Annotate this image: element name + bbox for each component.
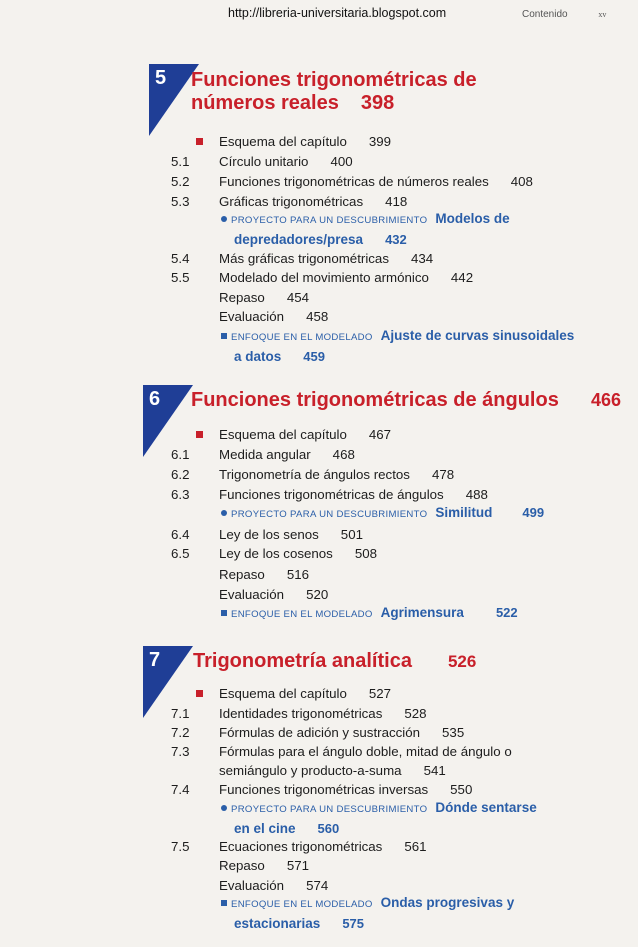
section-title: Contenido — [522, 9, 568, 20]
modeling-focus[interactable]: ENFOQUE EN EL MODELADO Ondas progresivas y estacionarias 575 — [221, 893, 514, 933]
blue-dot-bullet-icon — [221, 216, 227, 222]
discovery-project[interactable]: PROYECTO PARA UN DESCUBRIMIENTO Dónde sentarse en el cine 560 — [221, 798, 537, 838]
chapter-title[interactable]: Trigonometría analítica 526 — [193, 650, 477, 672]
chapter-number: 5 — [155, 67, 167, 89]
header-url[interactable]: http://libreria-universitaria.blogspot.com — [228, 6, 447, 20]
chapter-page: 526 — [447, 652, 477, 671]
modeling-focus[interactable]: ENFOQUE EN EL MODELADO Ajuste de curvas sinusoidales a datos 459 — [221, 326, 574, 366]
chapter-page[interactable]: 466 — [591, 390, 622, 410]
blue-dot-bullet-icon — [221, 510, 227, 516]
blue-square-bullet-icon — [221, 900, 227, 906]
red-square-bullet-icon — [196, 138, 203, 145]
chapter-number: 7 — [149, 649, 161, 671]
blue-square-bullet-icon — [221, 610, 227, 616]
chapter-number: 6 — [149, 388, 161, 410]
modeling-focus[interactable]: ENFOQUE EN EL MODELADO Agrimensura 522 — [221, 603, 518, 624]
chapter-page: 398 — [360, 92, 395, 114]
running-header — [522, 9, 606, 20]
blue-dot-bullet-icon — [221, 805, 227, 811]
red-square-bullet-icon — [196, 431, 203, 438]
chapter-title[interactable]: Funciones trigonométricas de ángulos — [191, 389, 559, 411]
page-number: xv — [598, 10, 607, 19]
red-square-bullet-icon — [196, 690, 203, 697]
blue-square-bullet-icon — [221, 333, 227, 339]
discovery-project[interactable]: PROYECTO PARA UN DESCUBRIMIENTO Similitud 499 — [221, 503, 544, 524]
chapter-title[interactable]: Funciones trigonométricas de números reales 398 — [191, 69, 477, 114]
discovery-project[interactable]: PROYECTO PARA UN DESCUBRIMIENTO Modelos de depredadores/presa 432 — [221, 209, 510, 249]
